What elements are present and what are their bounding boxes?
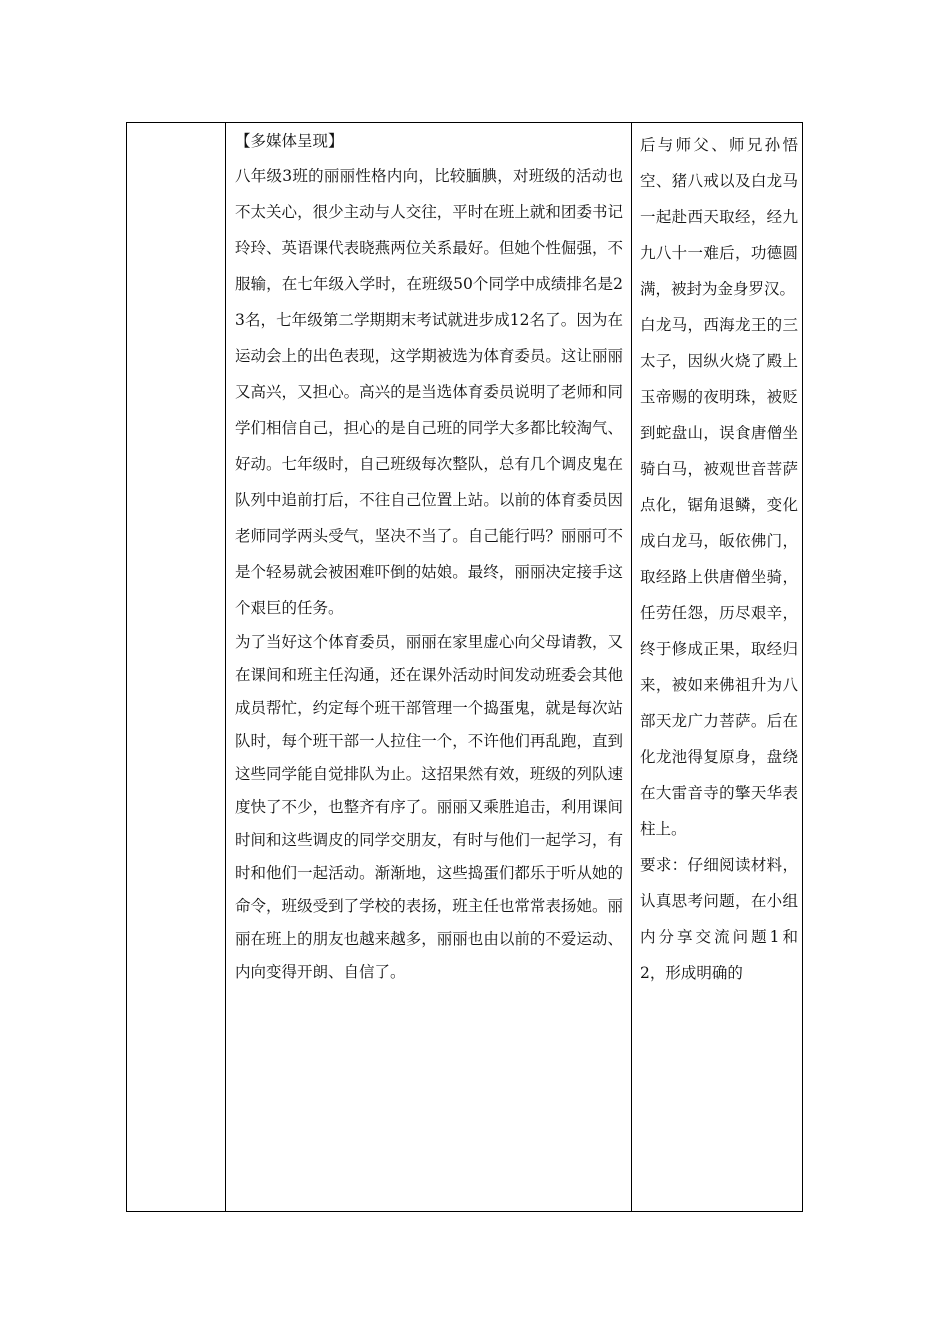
story-paragraph-1: 八年级3班的丽丽性格内向，比较腼腆，对班级的活动也不太关心，很少主动与人交往，平时在班上就和团委书记玲玲、英语课代表晓燕两位关系最好。但她个性倔强，不服输，在七年级入学时，在班级50个同学中成绩排名是23名，七年级第二学期期末考试就进步成12名了。因为在运动会上的出色表现，这学期被选为体育委员。这让丽丽又高兴，又担心。高兴的是当选体育委员说明了老师和同学们相信自己，担心的是自己班的同学大多都比较淘气、好动。七年级时，自己班级每次整队，总有几个调皮鬼在队列中追前打后，不往自己位置上站。以前的体育委员因老师同学两头受气，坚决不当了。自己能行吗？丽丽可不是个轻易就会被困难吓倒的姑娘。最终，丽丽决定接手这个艰巨的任务。	[235, 167, 623, 617]
note-paragraph-requirements: 要求：仔细阅读材料，认真思考问题，在小组内分享交流问题1和2，形成明确的	[640, 856, 798, 982]
content-column	[226, 123, 632, 1211]
lesson-table	[126, 122, 803, 1212]
note-paragraph-tangseng: 后与师父、师兄孙悟空、猪八戒以及白龙马一起赴西天取经，经九九八十一难后，功德圆满，被封为金身罗汉。	[640, 136, 798, 298]
story-paragraph-2: 为了当好这个体育委员，丽丽在家里虚心向父母请教，又在课间和班主任沟通，还在课外活动时间发动班委会其他成员帮忙，约定每个班干部管理一个捣蛋鬼，就是每次站队时，每个班干部一人拉住一个，不许他们再乱跑，直到这些同学能自觉排队为止。这招果然有效，班级的列队速度快了不少，也整齐有序了。丽丽又乘胜追击，利用课间时间和这些调皮的同学交朋友，有时与他们一起学习，有时和他们一起活动。渐渐地，这些捣蛋们都乐于听从她的命令，班级受到了学校的表扬，班主任也常常表扬她。丽丽在班上的朋友也越来越多，丽丽也由以前的不爱运动、内向变得开朗、自信了。	[235, 633, 623, 981]
notes-column	[632, 123, 804, 1211]
multimedia-heading: 【多媒体呈现】	[235, 132, 344, 150]
note-paragraph-white-dragon-horse: 白龙马，西海龙王的三太子，因纵火烧了殿上玉帝赐的夜明珠，被贬到蛇盘山，误食唐僧坐骑白马，被观世音菩萨点化，锯角退鳞，变化成白龙马，皈依佛门，取经路上供唐僧坐骑，任劳任怨，历尽艰辛，终于修成正果，取经归来，被如来佛祖升为八部天龙广力菩萨。后在化龙池得复原身，盘绕在大雷音寺的擎天华表柱上。	[640, 316, 798, 838]
step-column	[127, 123, 226, 1211]
